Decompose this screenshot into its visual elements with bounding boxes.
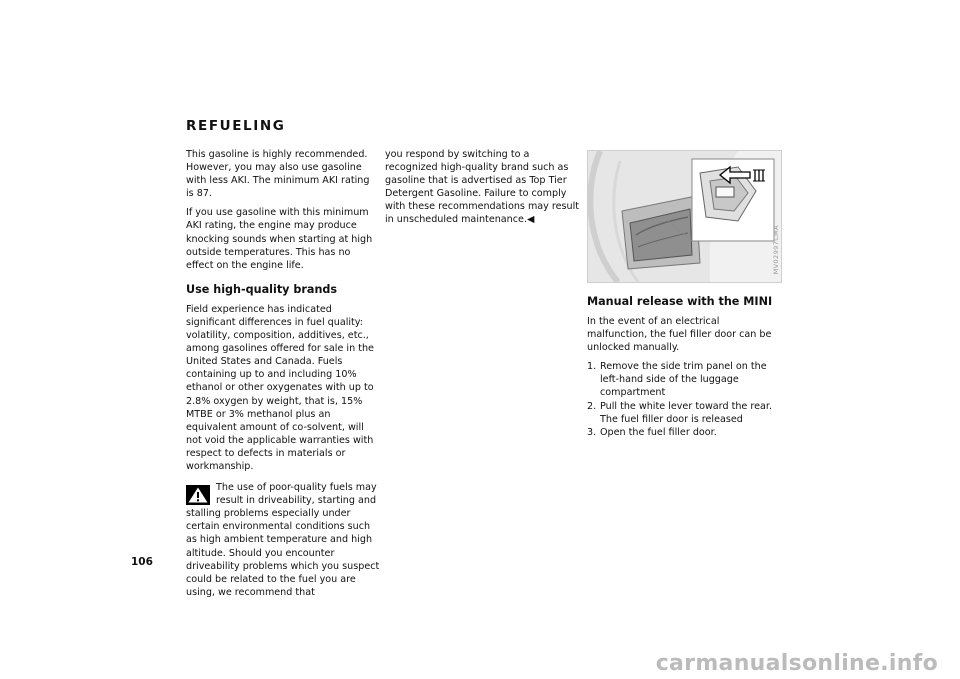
warning-text-line: result in driveability, starting and <box>216 495 377 507</box>
page-number: 106 <box>131 556 153 568</box>
warning-triangle-icon <box>186 485 210 505</box>
list-item <box>587 360 777 399</box>
step-text: Pull the white lever toward the rear. The fuel filler door is released <box>600 400 773 425</box>
section-heading-quality-brands: Use high-quality brands <box>186 282 338 296</box>
paragraph: In the event of an electrical malfunction, the fuel filler door can be unlocked manually. <box>587 316 772 354</box>
warning-text: stalling problems especially under certain environmental conditions such as high ambient temperature and high altitude. Should you encounter driveability problems which you suspect could be related to the fuel you are using, we recommend that <box>186 508 380 598</box>
step-number: 2. <box>587 400 597 412</box>
warning-note <box>186 481 380 599</box>
column-left <box>186 148 380 599</box>
warning-text-line: The use of poor-quality fuels may <box>216 482 377 494</box>
fuel-filler-illustration <box>587 150 782 283</box>
watermark: carmanualsonline.info <box>655 651 938 676</box>
list-item <box>587 400 777 426</box>
column-middle <box>385 148 580 233</box>
fuel-filler-drawing <box>588 151 781 282</box>
step-text: Open the fuel filler door. <box>600 426 717 438</box>
figure-code: MV02997CMA <box>772 225 780 275</box>
section-title: REFUELING <box>186 118 286 134</box>
step-text: Remove the side trim panel on the left-hand side of the luggage compartment <box>600 361 767 399</box>
paragraph: you respond by switching to a recognized high-quality brand such as gasoline that is advertised as Top Tier Detergent Gasoline. Failure to comply with these recommendations may result in unscheduled maintenance.◀ <box>385 149 580 226</box>
column-right <box>587 295 777 439</box>
list-item <box>587 426 777 439</box>
step-number: 3. <box>587 426 597 438</box>
steps-list <box>587 360 777 439</box>
step-number: 1. <box>587 361 597 373</box>
paragraph: This gasoline is highly recommended. However, you may also use gasoline with less AKI. The minimum AKI rating is 87. <box>186 149 370 200</box>
section-heading-manual-release: Manual release with the MINI <box>587 295 773 308</box>
paragraph: Field experience has indicated significant differences in fuel quality: volatility, composition, additives, etc., among gasolines offered for sale in the United States and Canada. Fuels containing up to and including 10% ethanol or other oxygenates with up to 2.8% oxygen by weight, that is, 15% MTBE or 3% methanol plus an equivalent amount of co-solvent, will not void the applicable warranties with respect to defects in materials or workmanship. <box>186 303 374 472</box>
paragraph: If you use gasoline with this minimum AKI rating, the engine may produce knocking sounds when starting at high outside temperatures. This has no effect on the engine life. <box>186 207 373 271</box>
